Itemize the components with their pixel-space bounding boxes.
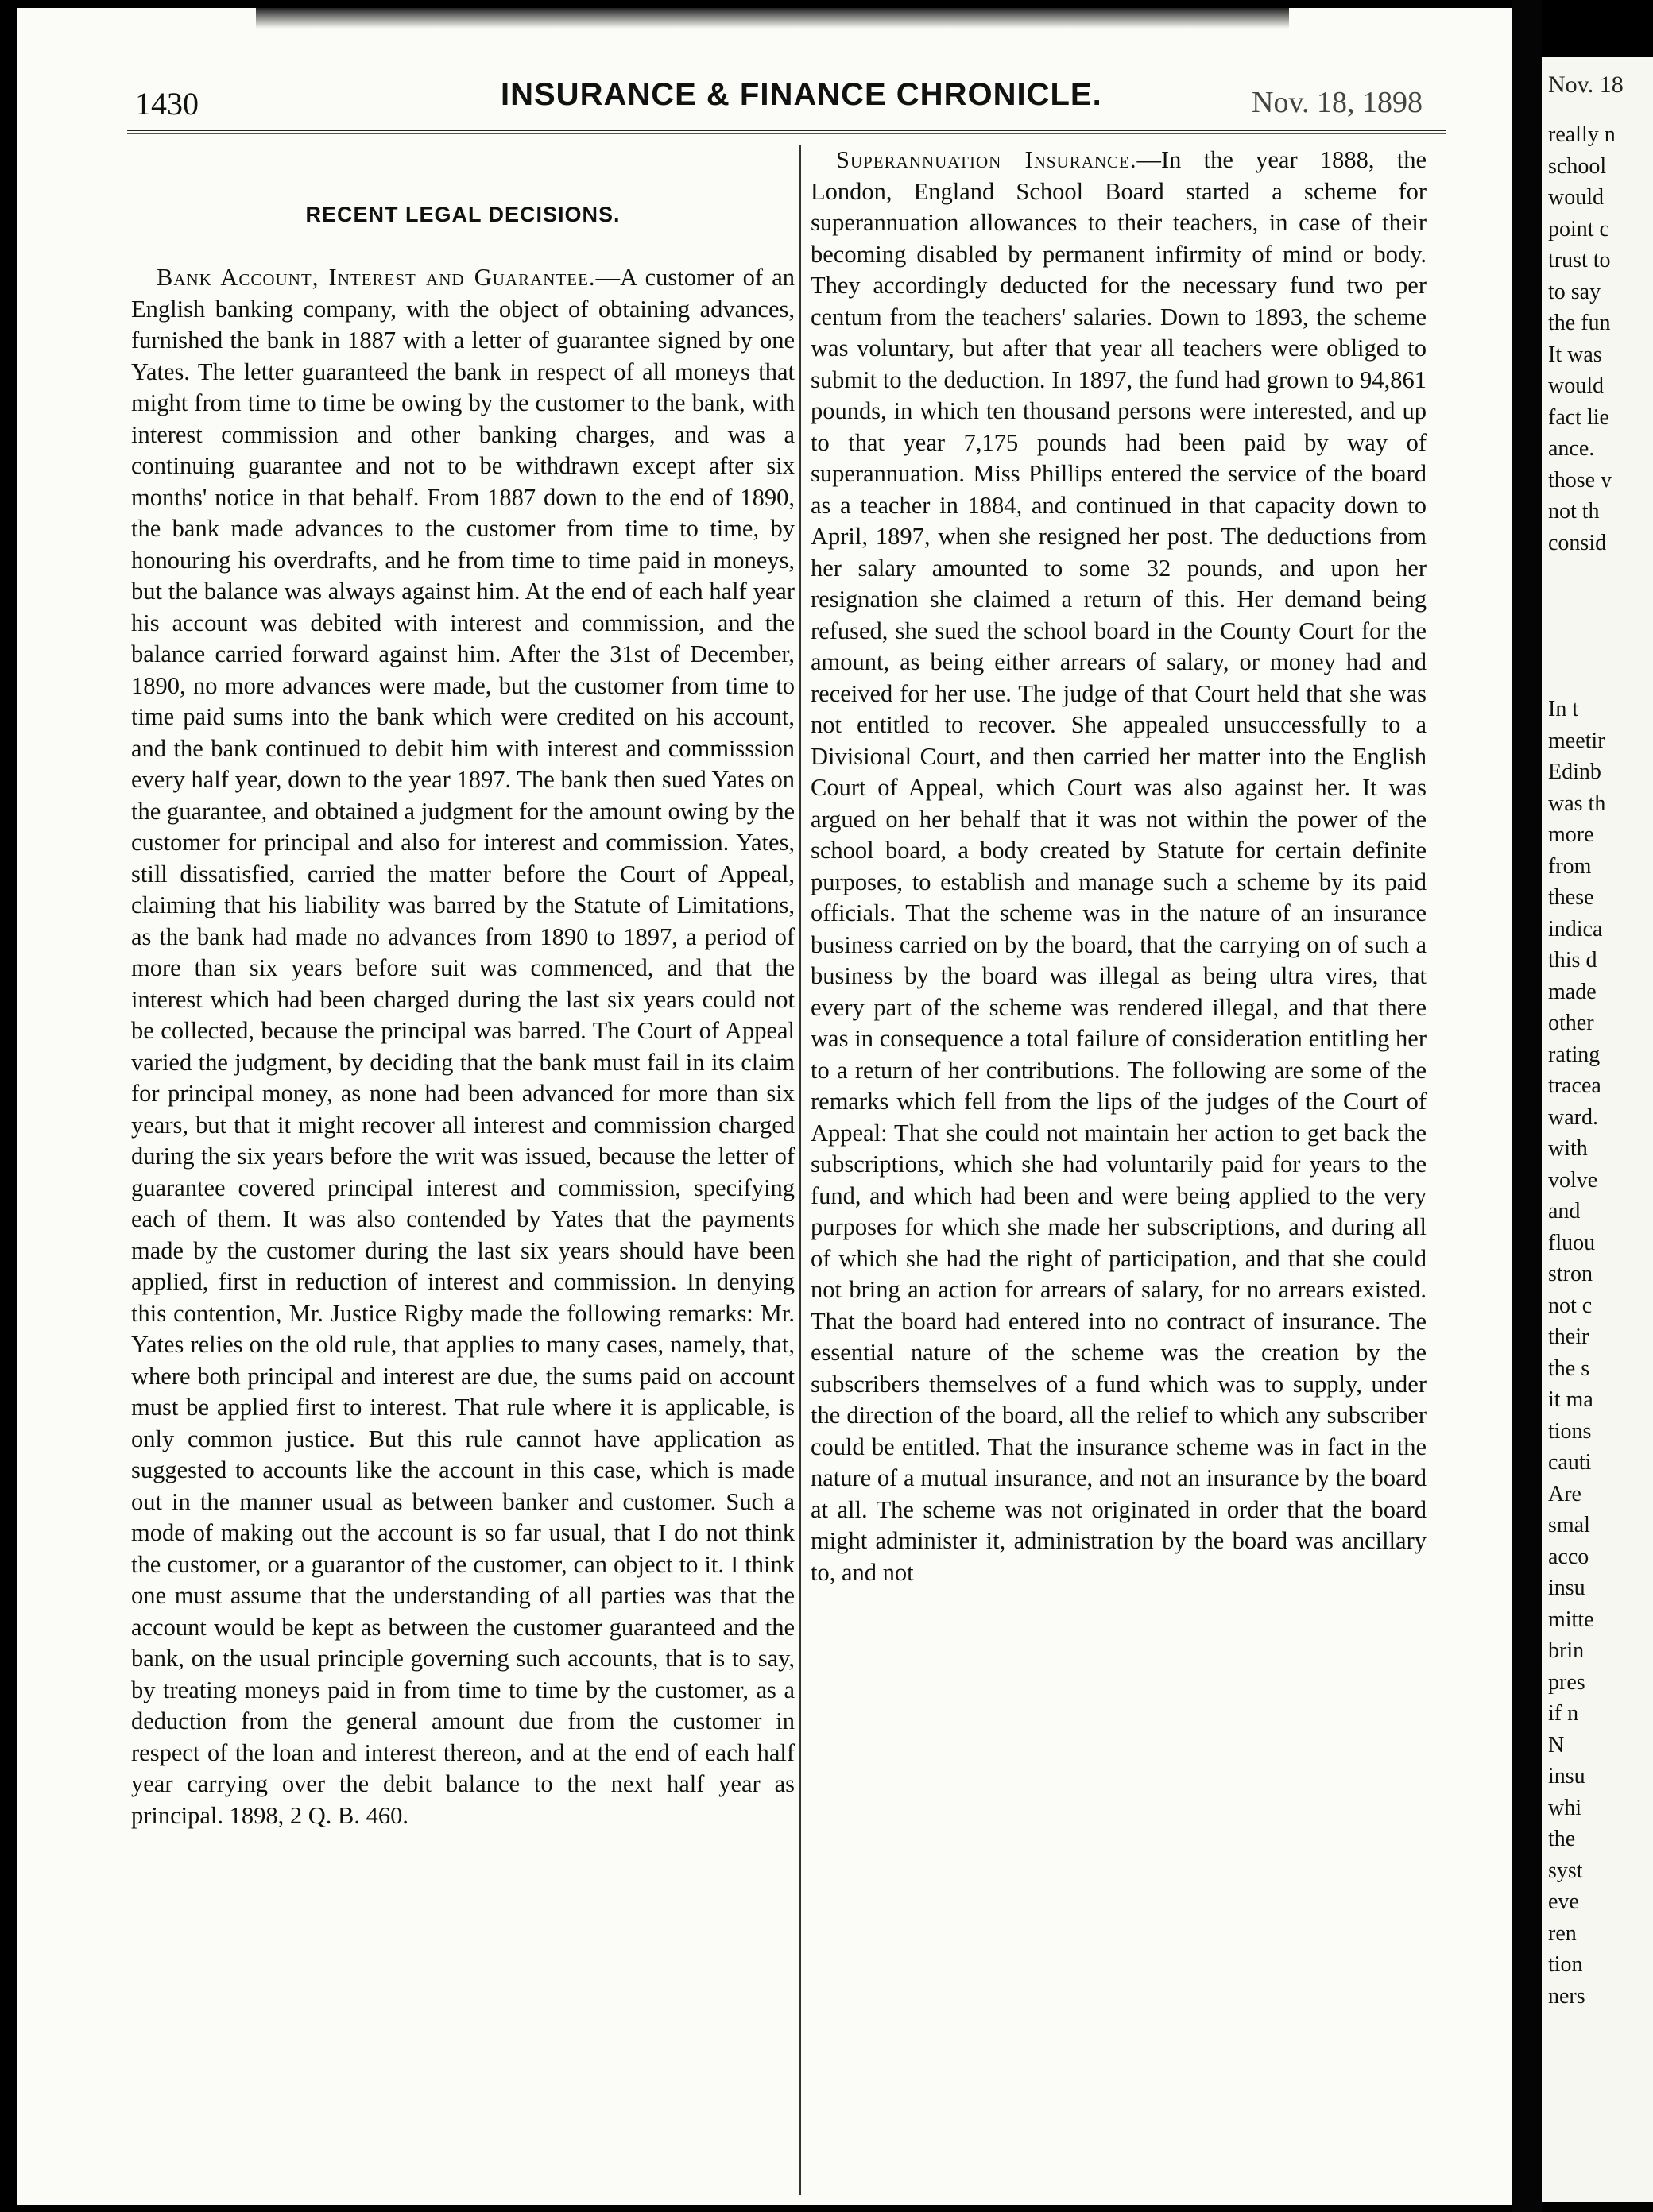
adjacent-page-line: if n <box>1548 1701 1579 1726</box>
header-rule <box>127 130 1446 134</box>
left-column <box>131 145 795 1831</box>
adjacent-page-line: tions <box>1548 1418 1592 1444</box>
scan-top-shadow <box>256 8 1289 29</box>
adjacent-page-line: rating <box>1548 1042 1601 1067</box>
adjacent-page-line: eve <box>1548 1889 1579 1914</box>
adjacent-page-line: with <box>1548 1136 1588 1161</box>
adjacent-page-line: would <box>1548 185 1604 210</box>
adjacent-page-line: other <box>1548 1011 1594 1035</box>
adjacent-page-line: from <box>1548 853 1592 879</box>
adjacent-page-line: not c <box>1548 1293 1593 1318</box>
adjacent-page-line: those v <box>1548 467 1612 493</box>
adjacent-page-line: ren <box>1548 1920 1577 1946</box>
adjacent-page-line: pres <box>1548 1669 1585 1695</box>
adjacent-page-line: smal <box>1548 1513 1590 1537</box>
journal-title: INSURANCE & FINANCE CHRONICLE. <box>501 77 1102 112</box>
adjacent-page-line: it ma <box>1548 1387 1593 1412</box>
adjacent-page-line: mitte <box>1548 1607 1594 1632</box>
adjacent-page-line: It was <box>1548 342 1602 367</box>
adjacent-page-line: school <box>1548 153 1607 179</box>
adjacent-page-line: insu <box>1548 1764 1585 1789</box>
adjacent-page-line: fluou <box>1548 1230 1596 1255</box>
adjacent-page-line: the fun <box>1548 311 1611 335</box>
adjacent-page-header: Nov. 18 <box>1548 72 1624 98</box>
adjacent-page-line: and <box>1548 1199 1581 1224</box>
article-body: —A customer of an English banking company, with the object of obtaining advances, furnished the bank in 1887 with a letter of guarantee signed by one Yates. The letter guaranteed the bank in respect of all moneys that might from time to time be owing by the customer to the bank, with interest commission and other banking charges, and was a continuing guarantee and not to be withdrawn except after six months' notice in that behalf. From 1887 down to the end of 1890, the bank made advances to the customer from time to time, by honouring his overdrafts, and he from time to time paid in moneys, but the balance was always against him. At the end of each half year his account was debited with interest and commission, and the balance carried forward against him. After the 31st of December, 1890, no more advances were made, but the customer from time to time paid sums into the bank which were credited on his account, and the bank continued to debit him with interest and commisssion every half year, down to the year 1897. The bank then sued Yates on the guarantee, and obtained a judgment for the amount owing by the customer for principal and also for interest and commission. Yates, still dissatisfied, carried the matter before the Court of Appeal, claiming that his liability was barred by the Statute of Limitations, as the bank had made no advances from 1890 to 1897, a period of more than six years before suit was commenced, and that the interest which had been charged during the last six years could not be collected, because the principal was barred. The Court of Appeal varied the judgment, by deciding that the bank must fail in its claim for principal money, as none had been advanced for more than six years, but that it might recover all interest and commission charged during the six years before the writ was issued, because the letter of guarantee covered principal interest and commission, specifying each of them. It was also contended by Yates that the payments made by the customer during the last six years should have been applied, first in reduction of interest and commission. In denying this contention, Mr. Justice Rigby made the following remarks: Mr. Yates relies on the old rule, that applies to many cases, namely, that, where both principal and interest are due, the sums paid on account must be applied first to interest. That rule where it is applicable, is only common justice. But this rule cannot have application as suggested to accounts like the account in this case, which is made out in the manner usual as between banker and customer. Such a mode of making out the account is so far usual, that I do not think the customer, or a guarantor of the customer, can object to it. I think one must assume that the understanding of all parties was that the account would be kept as between the customer guaranteed and the bank, on the usual principle governing such accounts, that is to say, by treating moneys paid in from time to time by the customer, as a deduction from the general amount due from the customer in respect of the loan and interest thereon, and at the end of each half year carrying over the debit balance to the next half year as principal. 1898, 2 Q. B. 460. <box>131 264 795 1829</box>
adjacent-page-line: not th <box>1548 499 1600 524</box>
adjacent-page-line: the s <box>1548 1355 1590 1381</box>
article-body: —In the year 1888, the London, England School Board started a scheme for superannuation allowances to their teachers, in case of their becoming disabled by permanent infirmity of mind or body. They accordingly deducted for the necessary fund two per centum from the teachers' salaries. Down to 1893, the scheme was voluntary, but after that year all teachers were obliged to submit to the deduction. In 1897, the fund had grown to 94,861 pounds, in which ten thousand persons were interested, and up to that year 7,175 pounds had been paid by way of superannuation. Miss Phillips entered the service of the board as a teacher in 1884, and continued in that capacity down to April, 1897, when she resigned her post. The deductions from her salary amounted to some 32 pounds, and upon her resignation she claimed a return of this. Her demand being refused, she sued the school board in the County Court for the amount, as being either arrears of salary, or money had and received for her use. The judge of that Court held that she was not entitled to recover. She appealed unsuccessfully to a Divisional Court, and then carried her matter into the English Court of Appeal, which Court was also against her. It was argued on her behalf that it was not within the power of the school board, a body created by Statute for certain definite purposes, to establish and manage such a scheme by its paid officials. That the scheme was in the nature of an insurance business carried on by the board, that the carrying on of such a business by the board was illegal as being ultra vires, that every part of the scheme was rendered illegal, and that there was in consequence a total failure of consideration entitling her to a return of her contributions. The following are some of the remarks which fell from the lips of the judges of the Court of Appeal: That she could not maintain her action to get back the subscriptions, which she had voluntarily paid for years to the fund, and which had been and were being applied to the very purposes for which she made her subscriptions, and during all of which she had the right of participation, and that she could not bring an action for arrears of salary, for no arrears existed. That the board had entered into no contract of insurance. The essential nature of the scheme was the creation by the subscribers themselves of a fund which was to supply, under the direction of the board, all the relief to which any subscriber could be entitled. That the insurance scheme was in fact in the nature of a mutual insurance, and not an insurance by the board at all. The scheme was not originated in order that the board might administer it, administration by the board was ancillary to, and not <box>811 146 1427 1586</box>
adjacent-page-line: stron <box>1548 1262 1593 1286</box>
adjacent-page-edge <box>1542 57 1653 2202</box>
adjacent-page-line: more <box>1548 822 1594 847</box>
page-gutter <box>1512 0 1542 2212</box>
adjacent-page-line: tracea <box>1548 1073 1601 1098</box>
adjacent-page-line: ners <box>1548 1983 1585 2009</box>
adjacent-page-line: In t <box>1548 697 1579 721</box>
column-divider <box>799 145 801 2195</box>
running-header <box>119 75 1430 123</box>
adjacent-page-line: trust to <box>1548 248 1611 273</box>
paragraph-gap <box>1548 559 1653 694</box>
page-number: 1430 <box>135 86 199 122</box>
adjacent-page-line: indica <box>1548 916 1603 942</box>
article-lead: Bank Account, Interest and Guarantee. <box>157 264 596 291</box>
right-column <box>811 145 1427 1588</box>
adjacent-page-line: Are <box>1548 1481 1581 1506</box>
adjacent-page-line: the <box>1548 1827 1576 1851</box>
adjacent-page-line: cauti <box>1548 1450 1592 1475</box>
adjacent-page-line: their <box>1548 1324 1589 1349</box>
adjacent-page-line: syst <box>1548 1858 1583 1883</box>
adjacent-page-line: ward. <box>1548 1104 1598 1130</box>
adjacent-page-line: N <box>1548 1732 1565 1758</box>
adjacent-page-line: ance. <box>1548 436 1595 461</box>
adjacent-page-line: whi <box>1548 1795 1581 1820</box>
issue-date: Nov. 18, 1898 <box>1252 86 1423 119</box>
section-heading: RECENT LEGAL DECISIONS. <box>305 203 621 226</box>
adjacent-page-line: point c <box>1548 216 1609 242</box>
adjacent-page-line: acco <box>1548 1544 1589 1569</box>
adjacent-page-line: these <box>1548 885 1594 910</box>
adjacent-page-line: to say <box>1548 279 1601 304</box>
adjacent-page-line: insu <box>1548 1576 1585 1600</box>
adjacent-page-line: made <box>1548 979 1597 1004</box>
article-lead: Superannuation Insurance. <box>836 146 1137 173</box>
adjacent-page-line: consid <box>1548 530 1607 555</box>
article-bank-account <box>131 262 795 1831</box>
adjacent-page-line: really n <box>1548 122 1616 147</box>
adjacent-page-line: tion <box>1548 1952 1583 1977</box>
adjacent-page-line: Edinb <box>1548 760 1601 784</box>
adjacent-page-line: meetir <box>1548 728 1605 753</box>
adjacent-page-line: fact lie <box>1548 404 1609 430</box>
adjacent-page-line: was th <box>1548 791 1606 816</box>
adjacent-page-line: volve <box>1548 1167 1598 1193</box>
adjacent-page-line: brin <box>1548 1638 1585 1663</box>
article-superannuation <box>811 145 1427 1588</box>
adjacent-page-text <box>1548 119 1653 2012</box>
adjacent-page-line: this d <box>1548 948 1597 973</box>
adjacent-page-line: would <box>1548 373 1604 398</box>
